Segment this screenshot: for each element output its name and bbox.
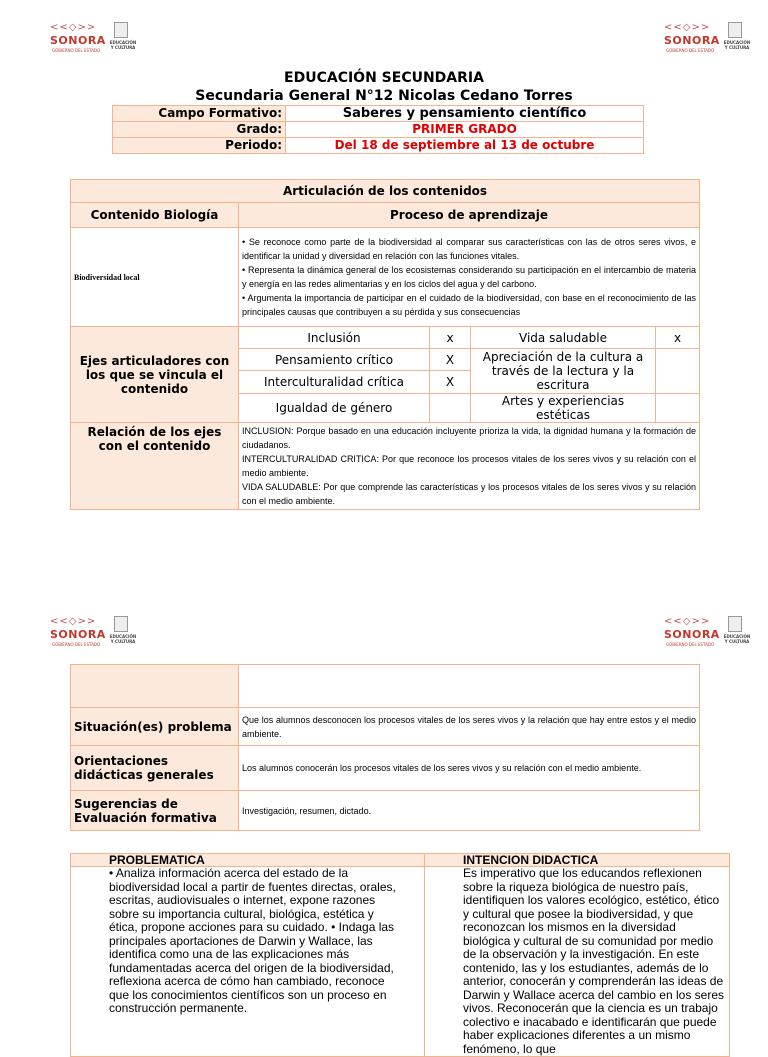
proceso-item: • Argumenta la importancia de participar en el cuidado de la biodiversidad, con base en el reconocimiento de las principales causas que contribuyen a su pérdida y sus consecuencias bbox=[242, 293, 696, 317]
eje-artes: Artes y experiencias estéticas bbox=[471, 394, 656, 423]
eje-igualdad: Igualdad de género bbox=[239, 394, 430, 423]
intencion-text: Es imperativo que los educandos reflexionen sobre la riqueza biológica de nuestro país, identifiquen los valores ecológico, estético, ético y cultural que posee la biodiversidad, y que reconozcan los mismos en la diversidad biológica y cultural de su comunidad por medio de la observación y la investigación. En este contenido, las y los estudiantes, además de lo anterior, conocerán y comprenderán las ideas de Darwin y Wallace acerca del cambio en los seres vivos. Reconocerán que la ciencia es un trabajo colectivo e inacabado e identificarán que puede haber explicaciones diferentes a un mismo fenómeno, lo que bbox=[425, 867, 730, 1057]
eje-intercultural: Interculturalidad crítica bbox=[239, 371, 430, 394]
sonora-subtitle: GOBIERNO DEL ESTADO bbox=[52, 642, 101, 647]
sonora-brand: SONORA bbox=[50, 628, 106, 641]
problematica-text: • Analiza información acerca del estado de la biodiversidad local a partir de fuentes directas, orales, escritas, audiovisuales o internet, expone razones sobre su importancia cultural, biológica, estética y ética, propone acciones para su cuidado. • Indaga las principales aportaciones de Darwin y Wallace, las identifica como una de las explicaciones más fundamentadas acerca del origen de la biodiversidad, reflexiona acerca de cómo han cambiado, reconoce que los conocimientos científicos son un proceso en construcción permanente. bbox=[71, 867, 425, 1057]
situacion-value: Que los alumnos desconocen los procesos vitales de los seres vivos y la relación que hay entre estos y el medio ambiente. bbox=[239, 708, 700, 746]
sonora-subtitle: GOBIERNO DEL ESTADO bbox=[666, 48, 715, 53]
sonora-subtitle: GOBIERNO DEL ESTADO bbox=[52, 48, 101, 53]
sugerencias-label: Sugerencias de Evaluación formativa bbox=[71, 791, 239, 831]
proceso-item: • Se reconoce como parte de la biodiversidad al comparar sus características con las de otros seres vivos, e identificar la unidad y diversidad en relación con las funciones vitales. bbox=[242, 237, 696, 261]
relacion-item: VIDA SALUDABLE: Por que comprende las características y los procesos vitales de los seres vivos y su relación con el medio ambiente. bbox=[242, 482, 696, 506]
crest-icon bbox=[728, 22, 742, 38]
articulacion-title: Articulación de los contenidos bbox=[71, 180, 700, 203]
periodo-value: Del 18 de septiembre al 13 de octubre bbox=[286, 138, 644, 154]
crest-caption: EDUCACIÓN Y CULTURA bbox=[109, 634, 137, 644]
blank-value bbox=[239, 665, 700, 708]
relacion-item: INTERCULTURALIDAD CRITICA: Por que reconoce los procesos vitales de los seres vivos y su relación con el medio ambiente. bbox=[242, 454, 696, 478]
sonora-logo-right-p2 bbox=[664, 616, 754, 658]
sonora-mark-icon: <<◇>> bbox=[664, 22, 711, 33]
contenido-header: Contenido Biología bbox=[71, 203, 239, 228]
grado-label: Grado: bbox=[113, 122, 286, 138]
crest-icon bbox=[114, 22, 128, 38]
intencion-header: INTENCION DIDACTICA bbox=[425, 854, 730, 867]
sonora-mark-icon: <<◇>> bbox=[664, 616, 711, 627]
crest-icon bbox=[114, 616, 128, 632]
eje-apreciacion: Apreciación de la cultura a través de la lectura y la escritura bbox=[471, 349, 656, 394]
eje-vida-mark: x bbox=[656, 327, 700, 349]
proceso-list bbox=[239, 228, 700, 327]
relacion-item: INCLUSION: Porque basado en una educación incluyente prioriza la vida, la dignidad humana y la formación de ciudadanos. bbox=[242, 426, 696, 450]
eje-apreciacion-mark bbox=[656, 349, 700, 394]
situacion-label: Situación(es) problema bbox=[71, 708, 239, 746]
school-name: Secundaria General N°12 Nicolas Cedano Torres bbox=[195, 88, 573, 104]
eje-intercultural-mark: X bbox=[430, 371, 471, 394]
sonora-brand: SONORA bbox=[664, 628, 720, 641]
sonora-logo-right bbox=[664, 22, 754, 64]
eje-artes-mark bbox=[656, 394, 700, 423]
relacion-label: Relación de los ejes con el contenido bbox=[71, 423, 239, 510]
problematica-header: PROBLEMATICA bbox=[71, 854, 425, 867]
sonora-brand: SONORA bbox=[50, 34, 106, 47]
relacion-list bbox=[239, 423, 700, 510]
situacion-table bbox=[70, 664, 700, 831]
crest-caption: EDUCACIÓN Y CULTURA bbox=[723, 634, 751, 644]
crest-caption: EDUCACIÓN Y CULTURA bbox=[723, 40, 751, 50]
sonora-mark-icon: <<◇>> bbox=[50, 22, 97, 33]
eje-inclusion: Inclusión bbox=[239, 327, 430, 349]
eje-pensamiento: Pensamiento crítico bbox=[239, 349, 430, 371]
orientaciones-value: Los alumnos conocerán los procesos vitales de los seres vivos y su relación con el medio ambiente. bbox=[239, 746, 700, 791]
grado-value: PRIMER GRADO bbox=[286, 122, 644, 138]
blank-label bbox=[71, 665, 239, 708]
problematica-table bbox=[70, 853, 730, 1057]
sonora-subtitle: GOBIERNO DEL ESTADO bbox=[666, 642, 715, 647]
eje-inclusion-mark: x bbox=[430, 327, 471, 349]
proceso-item: • Representa la dinámica general de los ecosistemas considerando su participación en el intercambio de materia y energía en las redes alimentarias y en los ciclos del agua y del carbono. bbox=[242, 265, 696, 289]
orientaciones-label: Orientaciones didácticas generales bbox=[71, 746, 239, 791]
ejes-label: Ejes articuladores con los que se vincula el contenido bbox=[71, 327, 239, 423]
sonora-brand: SONORA bbox=[664, 34, 720, 47]
proceso-header: Proceso de aprendizaje bbox=[239, 203, 700, 228]
doc-title: EDUCACIÓN SECUNDARIA bbox=[284, 70, 484, 86]
eje-igualdad-mark bbox=[430, 394, 471, 423]
sugerencias-value: Investigación, resumen, dictado. bbox=[239, 791, 700, 831]
contenido-value: Biodiversidad local bbox=[71, 228, 239, 327]
eje-vida: Vida saludable bbox=[471, 327, 656, 349]
info-table bbox=[112, 105, 644, 154]
articulacion-table bbox=[70, 179, 700, 510]
periodo-label: Periodo: bbox=[113, 138, 286, 154]
sonora-logo-left-p2 bbox=[50, 616, 140, 658]
campo-label: Campo Formativo: bbox=[113, 106, 286, 122]
sonora-mark-icon: <<◇>> bbox=[50, 616, 97, 627]
crest-caption: EDUCACIÓN Y CULTURA bbox=[109, 40, 137, 50]
campo-value: Saberes y pensamiento científico bbox=[286, 106, 644, 122]
sonora-logo-left bbox=[50, 22, 140, 64]
eje-pensamiento-mark: X bbox=[430, 349, 471, 371]
crest-icon bbox=[728, 616, 742, 632]
